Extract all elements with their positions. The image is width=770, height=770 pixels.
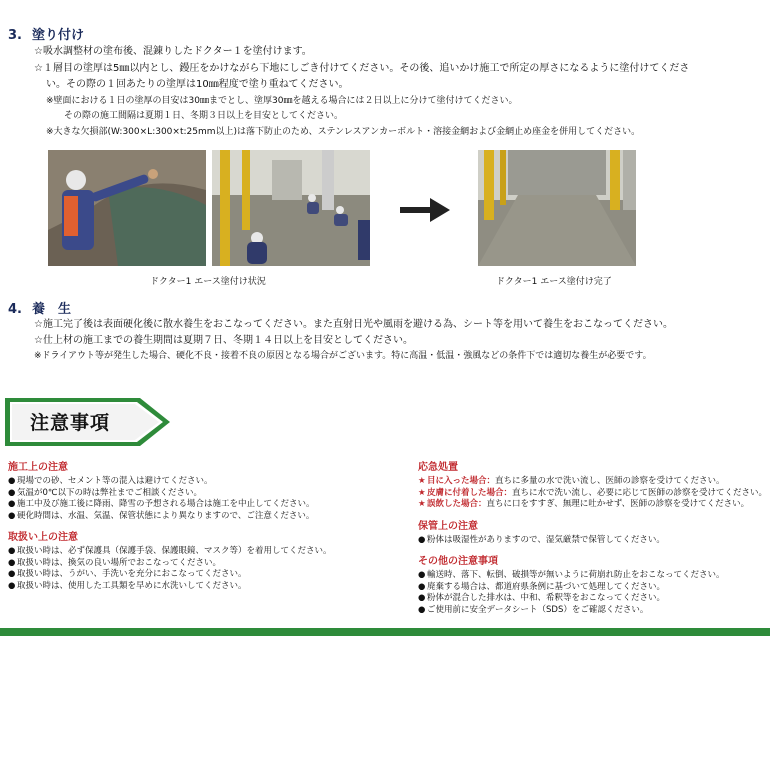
list-item: ● ご使用前に安全データシート（SDS）をご確認ください。 bbox=[418, 604, 649, 615]
section-3-line-1: ☆吸水調整材の塗布後、混錬りしたドクター１を塗付けます。 bbox=[34, 46, 312, 57]
emergency-heading: 応急処置 bbox=[418, 462, 458, 473]
bullet-dot: ● bbox=[8, 510, 16, 521]
list-item: ● 粉体は吸湿性がありますので、湿気厳禁で保管してください。 bbox=[418, 534, 665, 545]
list-item: ● 施工中及び施工後に降雨、降雪の予想される場合は施工を中止してください。 bbox=[8, 499, 315, 509]
bullet-dot: ● bbox=[8, 546, 16, 556]
list-item: ★誤飲した場合：直ちに口をすすぎ、無理に吐かせず、医師の診察を受けてください。 bbox=[418, 499, 750, 509]
bullet-dot: ● bbox=[8, 499, 16, 509]
section-3-note-1: ※壁面における１日の塗厚の目安は30㎜までとし、塗厚30㎜を越える場合には２日以上に分けて塗付けてください。 bbox=[46, 96, 518, 106]
bullet-dot: ● bbox=[418, 604, 426, 615]
caption-in-progress: ドクター1 エース塗付け状況 bbox=[150, 277, 266, 287]
section-3-note-3: ※大きな欠損部(W:300×L:300×t:25mm以上)は落下防止のため、ステンレスアンカーボルト・溶接金網および金網止め座金を併用してください。 bbox=[46, 127, 641, 137]
section-3-line-2: ☆１層目の塗厚は5㎜以内とし、鏝圧をかけながら下地にしごき付けてください。その後、追いかけ施工で所定の厚さになるように塗付けてくださ bbox=[34, 63, 690, 74]
handling-caution-heading: 取扱い上の注意 bbox=[8, 532, 78, 543]
section-number: 3. bbox=[8, 28, 22, 43]
section-3-heading bbox=[8, 24, 84, 43]
footer-green-bar bbox=[0, 628, 770, 636]
list-item: ● 取扱い時は、換気の良い場所でおこなってください。 bbox=[8, 557, 222, 568]
list-item: ★皮膚に付着した場合：直ちに水で洗い流し、必要に応じて医師の診察を受けてください。 bbox=[418, 487, 768, 498]
bullet-dot: ● bbox=[418, 570, 426, 580]
list-item: ★目に入った場合：直ちに多量の水で洗い流し、医師の診察を受けてください。 bbox=[418, 476, 725, 486]
bullet-dot: ● bbox=[8, 476, 16, 486]
list-item: ● 取扱い時は、使用した工具類を早めに水洗いしてください。 bbox=[8, 580, 247, 591]
list-item: ● 硬化時間は、水温、気温、保管状態により異なりますので、ご注意ください。 bbox=[8, 510, 315, 521]
section-title: 養 生 bbox=[31, 302, 71, 317]
star-icon: ★ bbox=[418, 499, 426, 509]
bullet-dot: ● bbox=[8, 557, 16, 568]
section-3-line-3: い。その際の１回あたりの塗厚は10㎜程度で塗り重ねてください。 bbox=[46, 79, 349, 90]
list-item: ● 気温が0℃以下の時は弊社までご相談ください。 bbox=[8, 487, 202, 498]
caution-left-column bbox=[8, 458, 332, 592]
bullet-dot: ● bbox=[418, 534, 426, 545]
section-4-heading bbox=[8, 298, 71, 317]
section-title: 塗り付け bbox=[31, 28, 84, 43]
photo-finished-floor bbox=[478, 150, 636, 266]
storage-heading: 保管上の注意 bbox=[418, 520, 478, 532]
bullet-dot: ● bbox=[8, 487, 16, 498]
caption-complete: ドクター1 エース塗付け完了 bbox=[496, 277, 612, 287]
bullet-dot: ● bbox=[8, 569, 16, 579]
section-4-note: ※ドライアウト等が発生した場合、硬化不良・接着不良の原因となる場合がございます。特に高温・低温・強風などの条件下では適切な養生が必要です。 bbox=[34, 351, 652, 361]
other-caution-heading: その他の注意事項 bbox=[418, 556, 498, 567]
section-4-line-1: ☆施工完了後は表面硬化後に散水養生をおこなってください。また直射日光や風雨を避ける為、シート等を用いて養生をおこなってください。 bbox=[34, 319, 673, 330]
list-item: ● 現場での砂、セメント等の混入は避けてください。 bbox=[8, 476, 213, 486]
photo-wall-application bbox=[48, 150, 206, 266]
list-item: ● 取扱い時は、必ず保護具（保護手袋、保護眼鏡、マスク等）を着用してください。 bbox=[8, 546, 332, 556]
bullet-dot: ● bbox=[8, 580, 16, 591]
star-icon: ★ bbox=[418, 487, 426, 498]
bullet-dot: ● bbox=[418, 581, 426, 592]
caution-right-column bbox=[418, 458, 767, 616]
right-arrow-icon bbox=[400, 198, 450, 226]
star-icon: ★ bbox=[418, 476, 426, 486]
list-item: ● 粉体が混合した排水は、中和、希釈等をおこなってください。 bbox=[418, 593, 666, 603]
list-item: ● 輸送時、落下、転倒、破損等が無いように荷崩れ防止をおこなってください。 bbox=[418, 570, 725, 580]
section-number: 4. bbox=[8, 302, 22, 317]
construction-caution-heading: 施工上の注意 bbox=[8, 462, 68, 473]
list-item: ● 取扱い時は、うがい、手洗いを充分におこなってください。 bbox=[8, 569, 247, 579]
caution-banner-title: 注意事項 bbox=[30, 412, 111, 434]
section-4-line-2: ☆仕上材の施工までの養生期間は夏期７日、冬期１４日以上を目安としてください。 bbox=[34, 335, 413, 346]
section-3-note-2: その際の施工間隔は夏期１日、冬期３日以上を目安としてください。 bbox=[64, 111, 344, 121]
bullet-dot: ● bbox=[418, 593, 426, 603]
list-item: ● 廃棄する場合は、都道府県条例に基づいて処理してください。 bbox=[418, 581, 666, 592]
photo-floor-application bbox=[212, 150, 370, 266]
